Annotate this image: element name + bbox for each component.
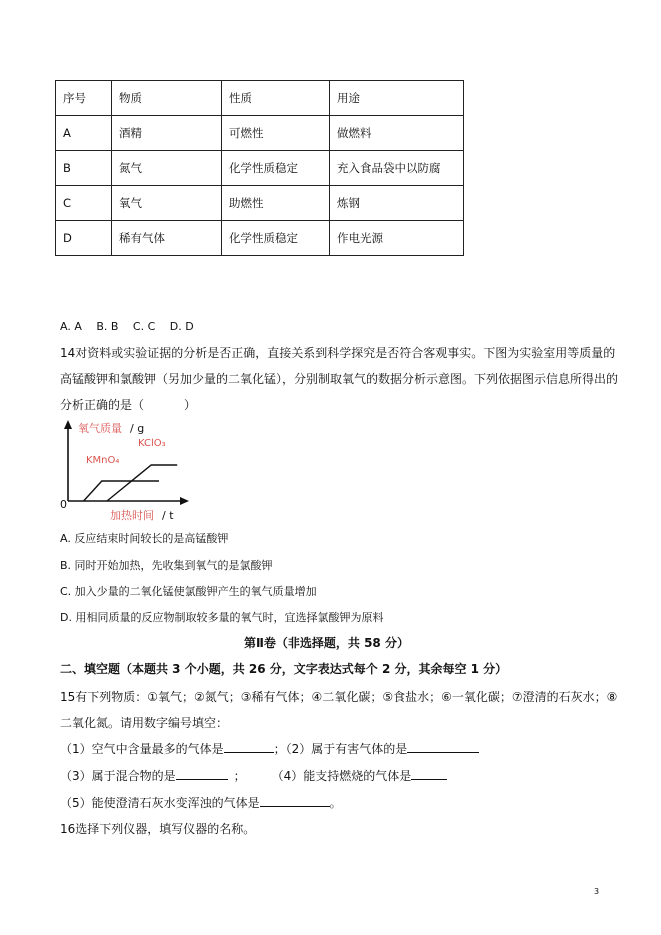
- table-header-row: [56, 81, 464, 116]
- table-cell: A: [56, 116, 112, 151]
- q15-row1: （1）空气中含量最多的气体是 ；（2）属于有害气体的是: [60, 740, 479, 757]
- table-row: [56, 116, 464, 151]
- table-cell: D: [56, 221, 112, 256]
- q14-line3: 分析正确的是（ ）: [60, 398, 197, 412]
- answer-blank-1[interactable]: [224, 740, 274, 753]
- table-cell: 氮气: [112, 151, 222, 186]
- kclo3-series-line: [107, 465, 177, 501]
- table-header-cell: 物质: [112, 81, 222, 116]
- table-cell: B: [56, 151, 112, 186]
- table-row: [56, 151, 464, 186]
- table-cell: 充入食品袋中以防腐: [330, 151, 464, 186]
- table-header-cell: 序号: [56, 81, 112, 116]
- y-axis-label: 氧气质量: [78, 422, 122, 435]
- y-axis-arrow: [64, 420, 72, 429]
- kmno4-series-label: KMnO₄: [86, 455, 120, 466]
- table-cell: 作电光源: [330, 221, 464, 256]
- kclo3-series-label: KClO₃: [138, 438, 166, 449]
- answer-blank-5[interactable]: [260, 794, 330, 807]
- table-header-cell: 性质: [222, 81, 330, 116]
- x-axis-unit: / t: [162, 509, 174, 522]
- q14-number: 14: [60, 346, 76, 360]
- q15-number: 15: [60, 690, 76, 704]
- q13-options: A. A B. B C. C D. D: [60, 320, 194, 333]
- q14-line1: 14对资料或实验证据的分析是否正确，直接关系到科学探究是否符合客观事实。下图为实验室用等质量的: [60, 346, 616, 360]
- q14-option-c: C. 加入少量的二氧化锰使氯酸钾产生的氧气质量增加: [60, 585, 317, 598]
- q16-line: 16选择下列仪器，填写仪器的名称。: [60, 822, 256, 836]
- q16-number: 16: [60, 822, 76, 836]
- q15-line2: 二氧化氮。请用数字编号填空：: [60, 716, 229, 730]
- x-axis-arrow: [180, 497, 189, 505]
- q14-option-b: B. 同时开始加热，先收集到氧气的是氯酸钾: [60, 559, 273, 572]
- answer-blank-2[interactable]: [407, 740, 479, 753]
- properties-table: [55, 80, 464, 256]
- answer-blank-3[interactable]: [176, 767, 228, 780]
- q14-option-a: A. 反应结束时间较长的是高锰酸钾: [60, 532, 229, 545]
- x-axis-label: 加热时间: [110, 509, 154, 522]
- part2-heading: 二、填空题（本题共 3 个小题，共 26 分，文字表达式每个 2 分，其余每空 1 分）: [60, 662, 508, 676]
- table-cell: 氧气: [112, 186, 222, 221]
- page-number: 3: [594, 887, 600, 896]
- table-cell: 炼钢: [330, 186, 464, 221]
- oxygen-mass-chart: [58, 418, 208, 528]
- table-cell: 化学性质稳定: [222, 151, 330, 186]
- table-cell: 酒精: [112, 116, 222, 151]
- table-cell: C: [56, 186, 112, 221]
- q14-line2: 高锰酸钾和氯酸钾（另加少量的二氧化锰），分别制取氧气的数据分析示意图。下列依据图示信息所得出的: [60, 372, 619, 386]
- q15-row2: （3）属于混合物的是 ； （4）能支持燃烧的气体是: [60, 767, 447, 784]
- table-row: [56, 221, 464, 256]
- answer-blank-4[interactable]: [411, 767, 447, 780]
- table-header-cell: 用途: [330, 81, 464, 116]
- y-axis-unit: / g: [130, 422, 145, 435]
- table-row: [56, 186, 464, 221]
- q14-option-d: D. 用相同质量的反应物制取较多量的氧气时，宜选择氯酸钾为原料: [60, 611, 384, 624]
- origin-label: 0: [60, 498, 67, 511]
- table-cell: 助燃性: [222, 186, 330, 221]
- section2-title: 第Ⅱ卷（非选择题，共 58 分）: [244, 636, 409, 650]
- table-cell: 做燃料: [330, 116, 464, 151]
- q15-row3: （5）能使澄清石灰水变浑浊的气体是 。: [60, 796, 342, 810]
- table-cell: 稀有气体: [112, 221, 222, 256]
- table-cell: 化学性质稳定: [222, 221, 330, 256]
- q15-line1: 15有下列物质：①氧气；②氮气；③稀有气体；④二氧化碳；⑤食盐水；⑥一氧化碳；⑦澄清的石灰水；⑧: [60, 690, 618, 704]
- table-cell: 可燃性: [222, 116, 330, 151]
- kmno4-series-line: [84, 481, 159, 501]
